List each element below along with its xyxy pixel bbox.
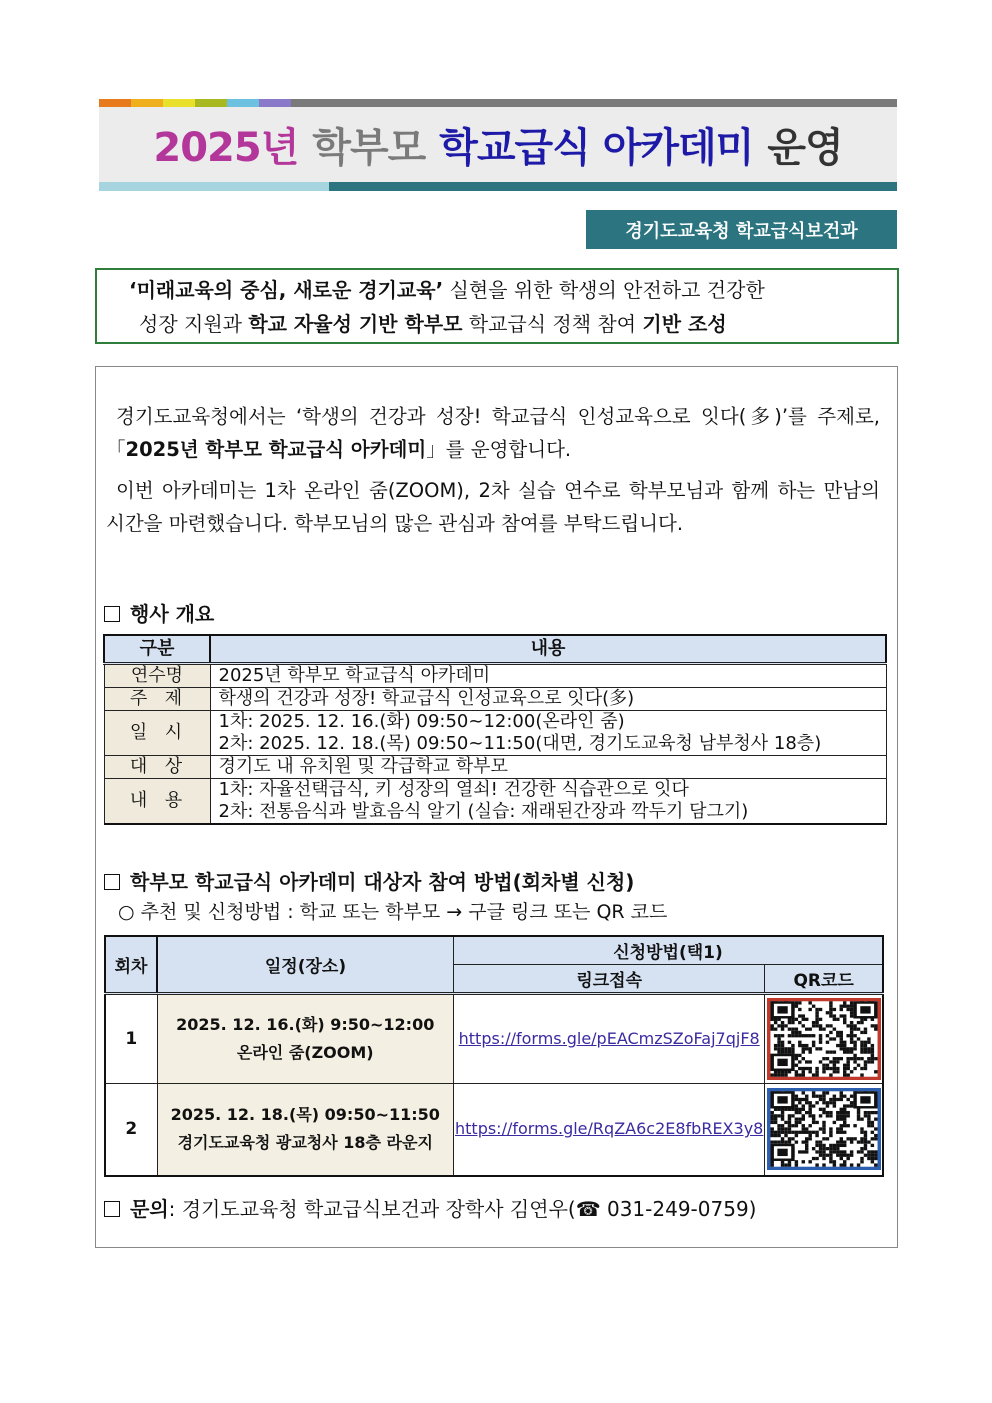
table-header: 일정(장소)	[157, 936, 454, 994]
title-part3: 운영	[767, 125, 843, 171]
summary-line2	[139, 307, 727, 341]
schedule-cell	[157, 1084, 454, 1176]
table-key	[104, 688, 210, 711]
table-header: 회차	[105, 936, 157, 994]
intro-text-c: 」를 운영합니다.	[426, 438, 572, 461]
title-part2: 학교급식 아카데미	[439, 125, 754, 171]
qr-code-icon[interactable]	[767, 1088, 881, 1170]
title-under-bar	[99, 182, 897, 191]
table-key-text: 일 시	[129, 722, 185, 743]
table-header-row	[104, 635, 886, 664]
section-heading-overview	[104, 598, 214, 627]
table-row	[104, 664, 886, 688]
table-key	[104, 756, 210, 779]
intro-emph: 2025년 학부모 학교급식 아카데미	[125, 438, 427, 461]
table-row	[104, 688, 886, 711]
table-cell-line: 1차: 자율선택급식, 키 성장의 열쇠! 건강한 식습관으로 잇다	[218, 779, 689, 800]
schedule-place: 온라인 줌(ZOOM)	[236, 1043, 374, 1062]
contact-line	[104, 1193, 756, 1222]
checkbox-square-icon	[104, 1201, 120, 1217]
apply-table	[104, 935, 884, 1177]
table-key	[104, 779, 210, 825]
intro-text-a: 경기도교육청에서는 ‘학생의 건강과 성장! 학교급식 인성교육으로 잇다(多)’를 주제로, 「	[106, 405, 880, 461]
round-number: 2	[105, 1084, 157, 1176]
section-title: 행사 개요	[130, 602, 215, 626]
link-cell	[454, 1084, 765, 1176]
page-title	[153, 116, 842, 173]
table-row	[104, 779, 886, 825]
schedule-date: 2025. 12. 16.(화) 9:50~12:00	[176, 1015, 435, 1034]
title-color-bar	[99, 99, 897, 107]
table-key-text: 주 제	[129, 688, 185, 709]
title-part1: 학부모	[312, 125, 426, 171]
summary-text: 학교급식 정책 참여	[462, 312, 643, 336]
signup-link-2[interactable]: https://forms.gle/RqZA6c2E8fbREX3y8	[455, 1119, 764, 1139]
intro-paragraph-2: 이번 아카데미는 1차 온라인 줌(ZOOM), 2차 실습 연수로 학부모님과 함께 하는 만남의 시간을 마련했습니다. 학부모님의 많은 관심과 참여를 부탁드립니다.	[106, 479, 880, 535]
title-year: 2025년	[153, 125, 299, 171]
schedule-place: 경기도교육청 광교청사 18층 라운지	[177, 1133, 433, 1153]
link-cell	[454, 994, 765, 1084]
table-key-text: 내 용	[129, 790, 185, 811]
summary-text: 성장 지원과	[139, 312, 249, 336]
table-cell	[210, 711, 886, 756]
table-cell-line: 2차: 전통음식과 발효음식 알기 (실습: 재래된간장과 깍두기 담그기)	[218, 801, 749, 822]
round-number: 1	[105, 994, 157, 1084]
contact-phone: 031-249-0759)	[600, 1197, 757, 1221]
qr-cell	[765, 994, 883, 1084]
title-banner	[99, 107, 897, 182]
table-cell: 학생의 건강과 성장! 학교급식 인성교육으로 잇다(多)	[210, 688, 886, 711]
signup-link-1[interactable]: https://forms.gle/pEACmzSZoFaj7qjF8	[458, 1029, 760, 1048]
table-row	[104, 756, 886, 779]
table-key-text: 대 상	[129, 756, 185, 777]
summary-emph: 기반 조성	[642, 312, 727, 336]
section-heading-method	[104, 866, 634, 895]
table-cell-line: 2차: 2025. 12. 18.(목) 09:50~11:50(대면, 경기도교육청 남부청사 18층)	[218, 733, 822, 754]
checkbox-square-icon	[104, 606, 120, 622]
contact-text: : 경기도교육청 학교급식보건과 장학사 김연우(	[168, 1197, 576, 1221]
table-header: 신청방법(택1)	[454, 936, 884, 965]
method-note: ○ 추천 및 신청방법 : 학교 또는 학부모 → 구글 링크 또는 QR 코드	[118, 901, 668, 923]
table-cell: 2025년 학부모 학교급식 아카데미	[210, 664, 886, 688]
summary-text: 실현을 위한 학생의 안전하고 건강한	[443, 278, 765, 302]
table-header: 내용	[210, 635, 886, 664]
table-row	[105, 1084, 883, 1176]
checkbox-square-icon	[104, 874, 120, 890]
contact-label: 문의	[130, 1197, 169, 1221]
table-key: 연수명	[104, 664, 210, 688]
qr-code-icon[interactable]	[767, 998, 881, 1080]
intro-paragraph-1	[106, 400, 880, 466]
qr-cell	[765, 1084, 883, 1176]
phone-icon: ☎	[575, 1197, 601, 1221]
schedule-cell	[157, 994, 454, 1084]
table-header: QR코드	[765, 965, 883, 994]
summary-emph: 학교 자율성 기반 학부모	[248, 312, 463, 336]
table-key	[104, 711, 210, 756]
table-cell: 경기도 내 유치원 및 각급학교 학부모	[210, 756, 886, 779]
summary-line1	[129, 273, 765, 307]
section-title: 학부모 학교급식 아카데미 대상자 참여 방법(회차별 신청)	[130, 870, 635, 894]
table-header: 구분	[104, 635, 210, 664]
table-cell	[210, 779, 886, 825]
table-header: 링크접속	[454, 965, 765, 994]
table-row	[105, 994, 883, 1084]
overview-table	[103, 634, 887, 825]
table-header-row	[105, 936, 883, 965]
department-badge: 경기도교육청 학교급식보건과	[586, 210, 897, 249]
intro-text	[106, 400, 880, 540]
table-row	[104, 711, 886, 756]
table-cell-line: 1차: 2025. 12. 16.(화) 09:50~12:00(온라인 줌)	[218, 711, 625, 732]
summary-box	[95, 268, 899, 344]
summary-emph: ‘미래교육의 중심, 새로운 경기교육’	[129, 278, 444, 302]
schedule-date: 2025. 12. 18.(목) 09:50~11:50	[170, 1105, 440, 1125]
